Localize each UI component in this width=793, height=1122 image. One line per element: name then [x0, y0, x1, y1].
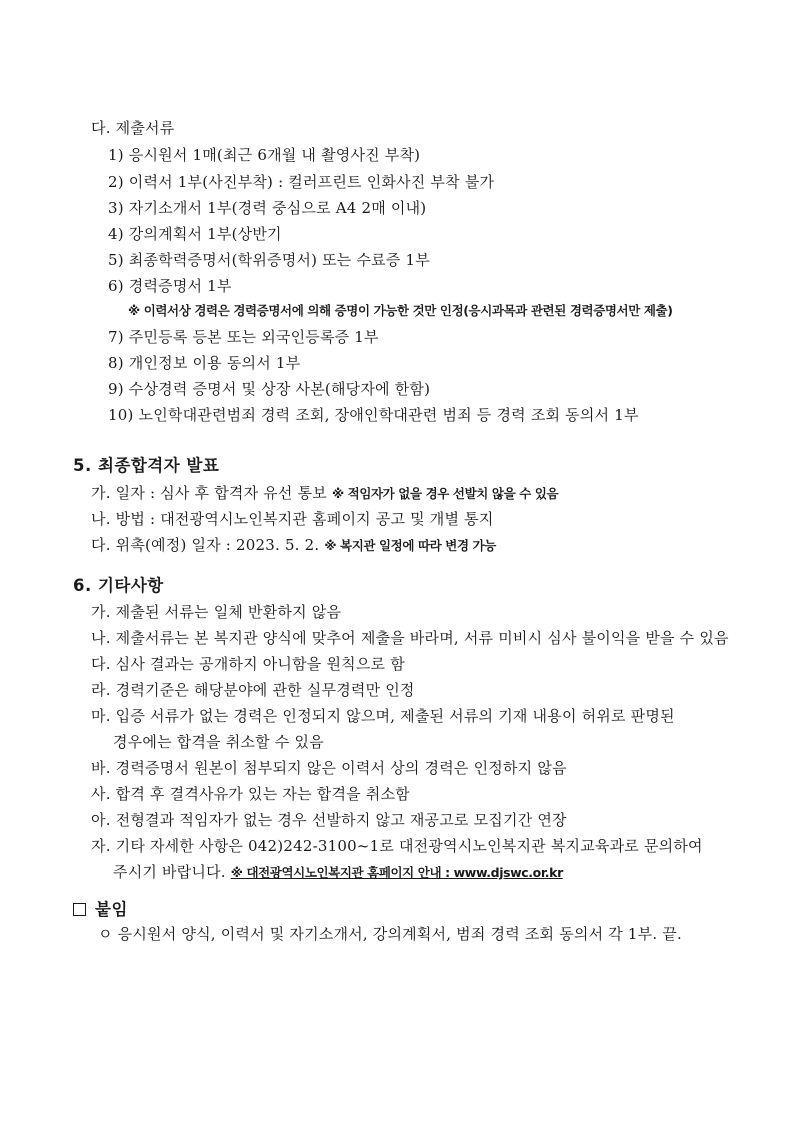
attachment-heading [73, 900, 128, 920]
homepage-link[interactable]: ※ 대전광역시노인복지관 홈페이지 안내 : www.djswc.or.kr [230, 865, 563, 880]
section6-item-continued [113, 862, 563, 883]
section6-item: 나. 제출서류는 본 복지관 양식에 맞추어 제출을 바라며, 서류 미비시 심사 불이익을 받을 수 있음 [91, 629, 729, 647]
docs-item: 5) 최종학력증명서(학위증명서) 또는 수료증 1부 [108, 251, 430, 269]
section6-item-text: 주시기 바랍니다. [113, 863, 226, 881]
section6-item: 가. 제출된 서류는 일체 반환하지 않음 [91, 603, 342, 621]
section5-title: 5. 최종합격자 발표 [73, 456, 220, 475]
section6-item: 사. 합격 후 결격사유가 있는 자는 합격을 취소함 [91, 785, 410, 803]
section6-item: 자. 기타 자세한 사항은 042)242-3100~1로 대전광역시노인복지관 복지교육과로 문의하여 [91, 837, 703, 855]
section5-item-da-text: 다. 위촉(예정) 일자 : 2023. 5. 2. [91, 536, 320, 554]
docs-item: 8) 개인정보 이용 동의서 1부 [108, 354, 301, 372]
docs-item: 4) 강의계획서 1부(상반기 [108, 225, 282, 243]
attachment-title: 붙임 [95, 900, 128, 919]
checkbox-icon [73, 903, 86, 916]
section-docs-title: 다. 제출서류 [91, 119, 175, 137]
docs-item: 9) 수상경력 증명서 및 상장 사본(해당자에 한함) [108, 380, 431, 398]
docs-item: 2) 이력서 1부(사진부착) : 컬러프린트 인화사진 부착 불가 [108, 173, 495, 191]
section6-item-continued: 경우에는 합격을 취소할 수 있음 [113, 733, 324, 751]
section6-item: 마. 입증 서류가 없는 경력은 인정되지 않으며, 제출된 서류의 기재 내용이 허위로 판명된 [91, 707, 675, 725]
section6-item: 다. 심사 결과는 공개하지 아니함을 원칙으로 함 [91, 655, 405, 673]
section6-item: 아. 전형결과 적임자가 없는 경우 선발하지 않고 재공고로 모집기간 연장 [91, 811, 567, 829]
docs-item: 1) 응시원서 1매(최근 6개월 내 촬영사진 부착) [108, 146, 421, 164]
section5-item-da-note: ※ 복지관 일정에 따라 변경 가능 [324, 538, 496, 553]
section5-item-na: 나. 방법 : 대전광역시노인복지관 홈페이지 공고 및 개별 통지 [91, 510, 494, 528]
section5-item-da [91, 535, 496, 556]
docs-item: 3) 자기소개서 1부(경력 중심으로 A4 2매 이내) [108, 199, 427, 217]
section5-item-ga [91, 483, 558, 504]
attachment-item: ㅇ 응시원서 양식, 이력서 및 자기소개서, 강의계획서, 범죄 경력 조회 동의서 각 1부. 끝. [98, 925, 682, 943]
docs-item: 7) 주민등록 등본 또는 외국인등록증 1부 [108, 328, 379, 346]
docs-item: 6) 경력증명서 1부 [108, 277, 232, 295]
section5-item-ga-note: ※ 적임자가 없을 경우 선발치 않을 수 있음 [331, 486, 559, 501]
section6-item: 라. 경력기준은 해당분야에 관한 실무경력만 인정 [91, 681, 415, 699]
section5-item-ga-text: 가. 일자 : 심사 후 합격자 유선 통보 [91, 484, 327, 502]
section6-title: 6. 기타사항 [73, 576, 164, 595]
docs-item: 10) 노인학대관련범죄 경력 조회, 장애인학대관련 범죄 등 경력 조회 동의서 1부 [108, 406, 639, 424]
section6-item: 바. 경력증명서 원본이 첨부되지 않은 이력서 상의 경력은 인정하지 않음 [91, 759, 567, 777]
docs-note: ※ 이력서상 경력은 경력증명서에 의해 증명이 가능한 것만 인정(응시과목과 관련된 경력증명서만 제출) [128, 303, 673, 318]
